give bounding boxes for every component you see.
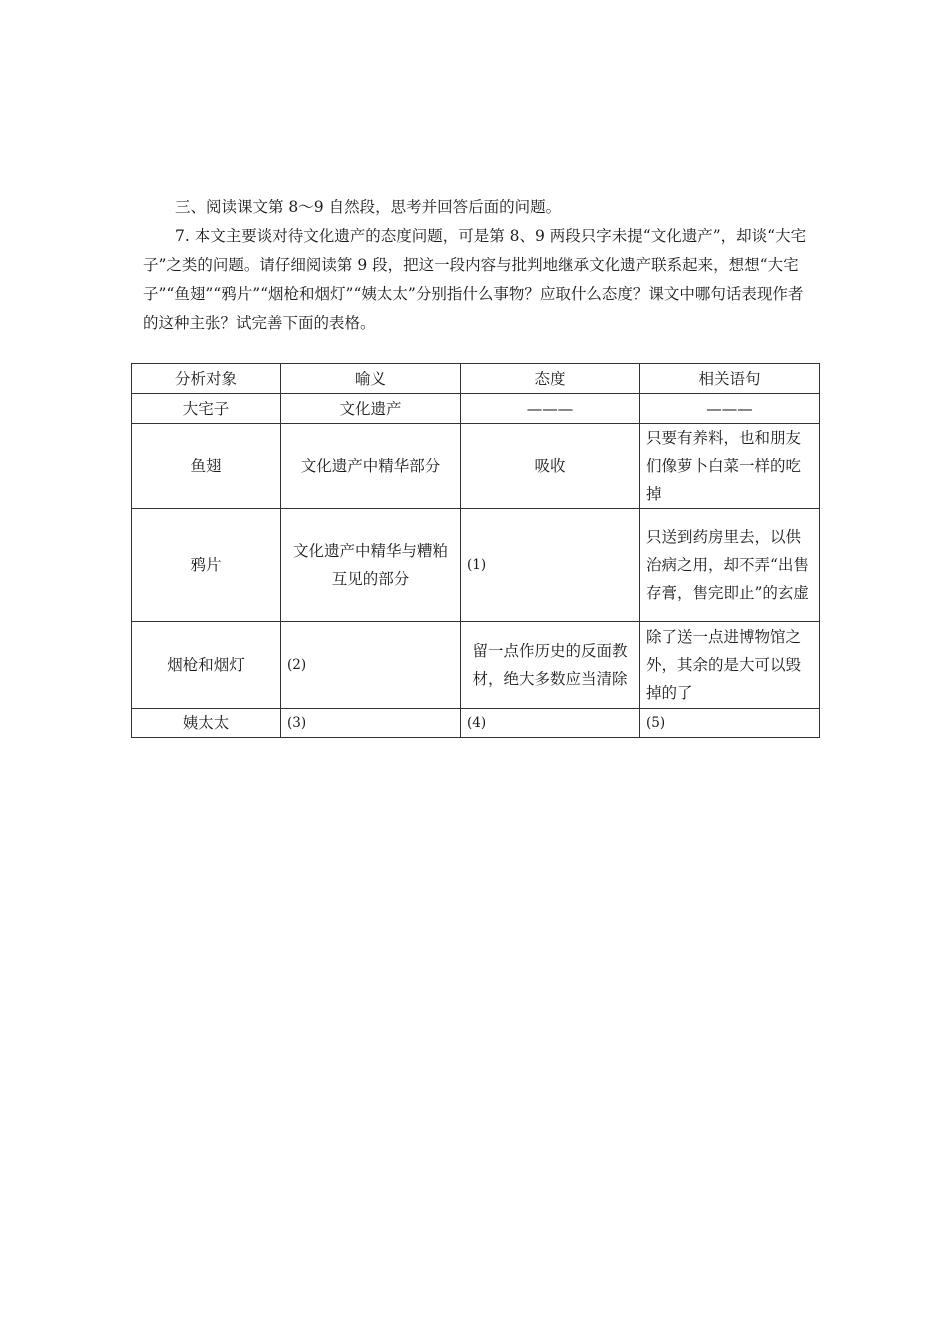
section-heading: 三、阅读课文第 8～9 自然段，思考并回答后面的问题。 xyxy=(175,198,562,216)
header-cell-meaning: 喻义 xyxy=(281,364,461,394)
answer-blank-4[interactable]: (4) xyxy=(461,709,640,738)
question-text: 7. 本文主要谈对待文化遗产的态度问题，可是第 8、9 两段只字未提“文化遗产”，却谈“大宅子”之类的问题。请仔细阅读第 9 段，把这一段内容与批判地继承文化遗产联系起来，想想“大宅子”“鱼翅”“鸦片”“烟枪和烟灯”“姨太太”分别指什么事物？应取什么态度？课文中哪句话表现作者的这种主张？试完善下面的表格。 xyxy=(143,227,807,332)
table-cell: 吸收 xyxy=(461,424,640,509)
table-cell: 文化遗产中精华部分 xyxy=(281,424,461,509)
answer-blank-2[interactable]: (2) xyxy=(281,622,461,709)
table-cell: 只要有养料，也和朋友们像萝卜白菜一样的吃掉 xyxy=(640,424,820,509)
table-cell: 烟枪和烟灯 xyxy=(132,622,281,709)
table-cell: 留一点作历史的反面教材，绝大多数应当清除 xyxy=(461,622,640,709)
answer-blank-1[interactable]: (1) xyxy=(461,509,640,622)
table-row xyxy=(132,709,820,738)
table-cell: 姨太太 xyxy=(132,709,281,738)
header-cell-sentence: 相关语句 xyxy=(640,364,820,394)
table-cell: 鱼翅 xyxy=(132,424,281,509)
table-row xyxy=(132,424,820,509)
table-cell: 文化遗产中精华与糟粕互见的部分 xyxy=(281,509,461,622)
answer-blank-5[interactable]: (5) xyxy=(640,709,820,738)
table-row xyxy=(132,509,820,622)
header-cell-object: 分析对象 xyxy=(132,364,281,394)
table-cell: 只送到药房里去，以供治病之用，却不弄“出售存膏，售完即止”的玄虚 xyxy=(640,509,820,622)
table-row xyxy=(132,622,820,709)
header-cell-attitude: 态度 xyxy=(461,364,640,394)
table-cell: 除了送一点进博物馆之外，其余的是大可以毁掉的了 xyxy=(640,622,820,709)
table-cell: ——— xyxy=(461,394,640,424)
analysis-table xyxy=(131,363,820,738)
table-cell: 文化遗产 xyxy=(281,394,461,424)
table-header-row xyxy=(132,364,820,394)
table-row xyxy=(132,394,820,424)
table-cell: 大宅子 xyxy=(132,394,281,424)
answer-blank-3[interactable]: (3) xyxy=(281,709,461,738)
table-cell: 鸦片 xyxy=(132,509,281,622)
table-cell: ——— xyxy=(640,394,820,424)
